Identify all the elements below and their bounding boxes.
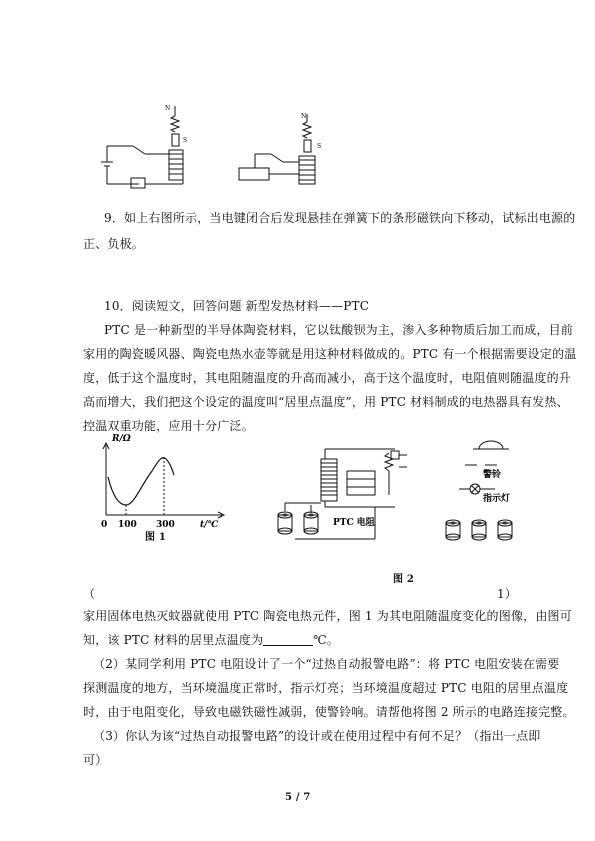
- q10-para-5: 控温双重功能，应用十分广泛。: [83, 419, 254, 433]
- sub1-line-1: 家用固体电热灭蚊器就使用 PTC 陶瓷电热元件，图 1 为其电阻随温度变化的图像，由图可: [83, 609, 572, 623]
- q10-title: 10．阅读短文，回答问题 新型发热材料——PTC: [104, 299, 370, 313]
- figure-1-graph: [100, 435, 230, 540]
- sub2-line-2: 探测温度的地方，当环境温度正常时，指示灯亮；当环境温度超过 PTC 电阻的居里点温度: [83, 681, 569, 695]
- fig2-ptc-label: PTC 电阻: [333, 518, 375, 528]
- sub1-line-2: [83, 632, 339, 648]
- fig1-xlabel: t/℃: [200, 520, 219, 530]
- fig2-bell-label: 警铃: [483, 470, 502, 480]
- fig1-tick-0: 0: [101, 520, 108, 530]
- q10-para-3: 度，低于这个温度时，其电阻随温度的升高而减小，高于这个温度时，电阻值则随温度的升: [83, 371, 572, 385]
- q10-para-2: 家用的陶瓷暖风器、陶瓷电热水壶等就是用这种材料做成的。PTC 有一个根据需要设定的温: [83, 347, 577, 361]
- q9-line-2: 正、负极。: [83, 237, 145, 251]
- q10-para-4: 高而增大，我们把这个设定的温度叫“居里点温度”，用 PTC 材料制成的电热器具有发热、: [83, 395, 569, 409]
- fig1-tick-100: 100: [118, 520, 137, 530]
- fig1-tick-300: 300: [156, 520, 175, 530]
- q10-para-1: PTC 是一种新型的半导体陶瓷材料，它以钛酸钡为主，渗入多种物质后加工而成，目前: [104, 323, 574, 337]
- left-label-top: N: [165, 105, 171, 112]
- sub1-line-2-unit: ℃。: [313, 633, 340, 647]
- right-top-circuit-figure: [235, 110, 325, 190]
- fig2-lamp-label: 指示灯: [483, 494, 511, 504]
- sub3-line-2: 可）: [83, 753, 108, 767]
- sub1-line-2-text: 知，该 PTC 材料的居里点温度为: [83, 633, 264, 647]
- sub1-open-paren: （: [83, 587, 96, 601]
- figure-1-caption: 图 1: [145, 532, 167, 543]
- sub2-line-3: 时，由于电阻变化，导致电磁铁磁性减弱，使警铃响。请帮他将图 2 所示的电路连接完整。: [83, 705, 575, 719]
- right-label-side: S: [317, 143, 322, 150]
- left-top-circuit-figure: [95, 100, 205, 192]
- sub3-line-1: （3）你认为该“过热自动报警电路”的设计或在使用过程中有何不足？（指出一点即: [93, 729, 541, 743]
- sub2-line-1: （2）某同学利用 PTC 电阻设计了一个“过热自动报警电路”：将 PTC 电阻安装在需要: [93, 657, 560, 671]
- left-label-side: S: [183, 137, 188, 144]
- curie-point-blank[interactable]: [263, 633, 313, 646]
- q9-line-1: 9．如上右图所示，当电键闭合后发现悬挂在弹簧下的条形磁铁向下移动，试标出电源的: [104, 211, 576, 225]
- fig1-ylabel: R/Ω: [112, 434, 131, 444]
- right-label-top: N: [301, 113, 307, 120]
- figure-2-caption: 图 2: [393, 574, 415, 585]
- figure-2-circuit: [265, 435, 555, 555]
- page-number: 5 / 7: [285, 792, 311, 803]
- sub1-number: 1）: [497, 587, 518, 601]
